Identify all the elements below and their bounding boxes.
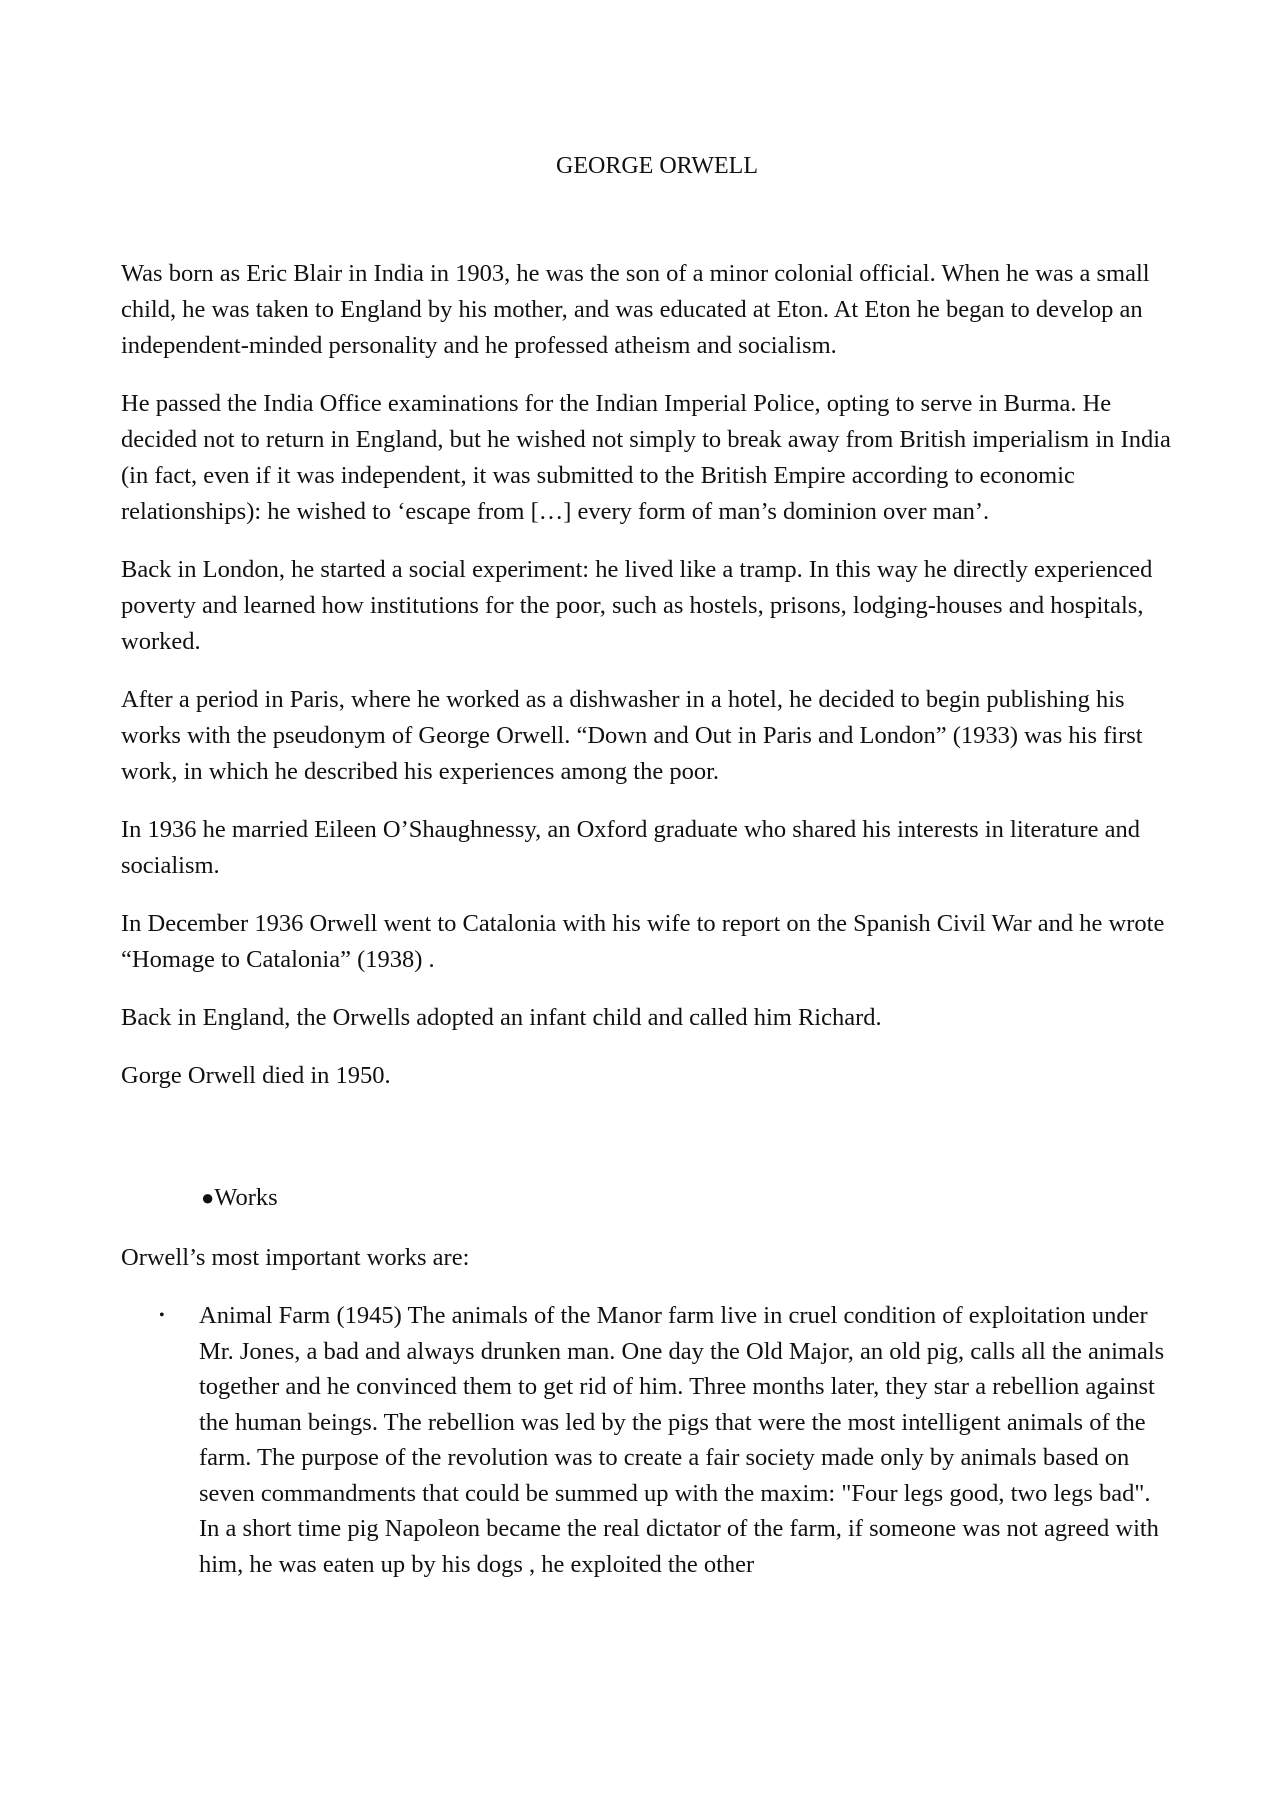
paragraph-burma: He passed the India Office examinations for the Indian Imperial Police, opting to serve in Burma. He decided not to return in England, but he wished not simply to break away from British imperialism in India (in fact, even if it was independent, it was submitted to the British Empire according to economic relationships): he wished to ‘escape from […] every form of man’s dominion over man’. <box>121 390 1171 525</box>
paragraph-london: Back in London, he started a social experiment: he lived like a tramp. In this way he directly experienced poverty and learned how institutions for the poor, such as hostels, prisons, lodging-houses and hospitals, worked. <box>121 556 1153 655</box>
document-title: GEORGE ORWELL <box>556 153 758 179</box>
paragraph-marriage: In 1936 he married Eileen O’Shaughnessy, an Oxford graduate who shared his interests in literature and socialism. <box>121 816 1140 879</box>
list-bullet-icon: • <box>159 1307 165 1324</box>
paragraph-death: Gorge Orwell died in 1950. <box>121 1062 391 1089</box>
paragraph-catalonia: In December 1936 Orwell went to Catalonia with his wife to report on the Spanish Civil War and he wrote “Homage to Catalonia” (1938) . <box>121 910 1165 973</box>
works-intro: Orwell’s most important works are: <box>121 1244 470 1271</box>
paragraph-birth: Was born as Eric Blair in India in 1903, he was the son of a minor colonial official. When he was a small child, he was taken to England by his mother, and was educated at Eton. At Eton he began to develop an independent-minded personality and he professed atheism and socialism. <box>121 260 1150 359</box>
bullet-icon: ● <box>201 1185 215 1210</box>
works-list <box>121 1298 1171 1582</box>
paragraph-richard: Back in England, the Orwells adopted an infant child and called him Richard. <box>121 1004 882 1031</box>
works-heading-text: Works <box>214 1184 278 1211</box>
list-item-text: Animal Farm (1945) The animals of the Manor farm live in cruel condition of exploitation under Mr. Jones, a bad and always drunken man. One day the Old Major, an old pig, calls all the animals together and he convinced them to get rid of him. Three months later, they star a rebellion against the human beings. The rebellion was led by the pigs that were the most intelligent animals of the farm. The purpose of the revolution was to create a fair society made only by animals based on seven commandments that could be summed up with the maxim: "Four legs good, two legs bad". In a short time pig Napoleon became the real dictator of the farm, if someone was not agreed with him, he was eaten up by his dogs , he exploited the other <box>199 1302 1165 1578</box>
paragraph-paris: After a period in Paris, where he worked as a dishwasher in a hotel, he decided to begin publishing his works with the pseudonym of George Orwell. “Down and Out in Paris and London” (1933) was his first work, in which he described his experiences among the poor. <box>121 686 1143 785</box>
list-item <box>121 1298 1171 1582</box>
document-page <box>121 150 1171 1582</box>
works-heading <box>201 1180 1171 1216</box>
